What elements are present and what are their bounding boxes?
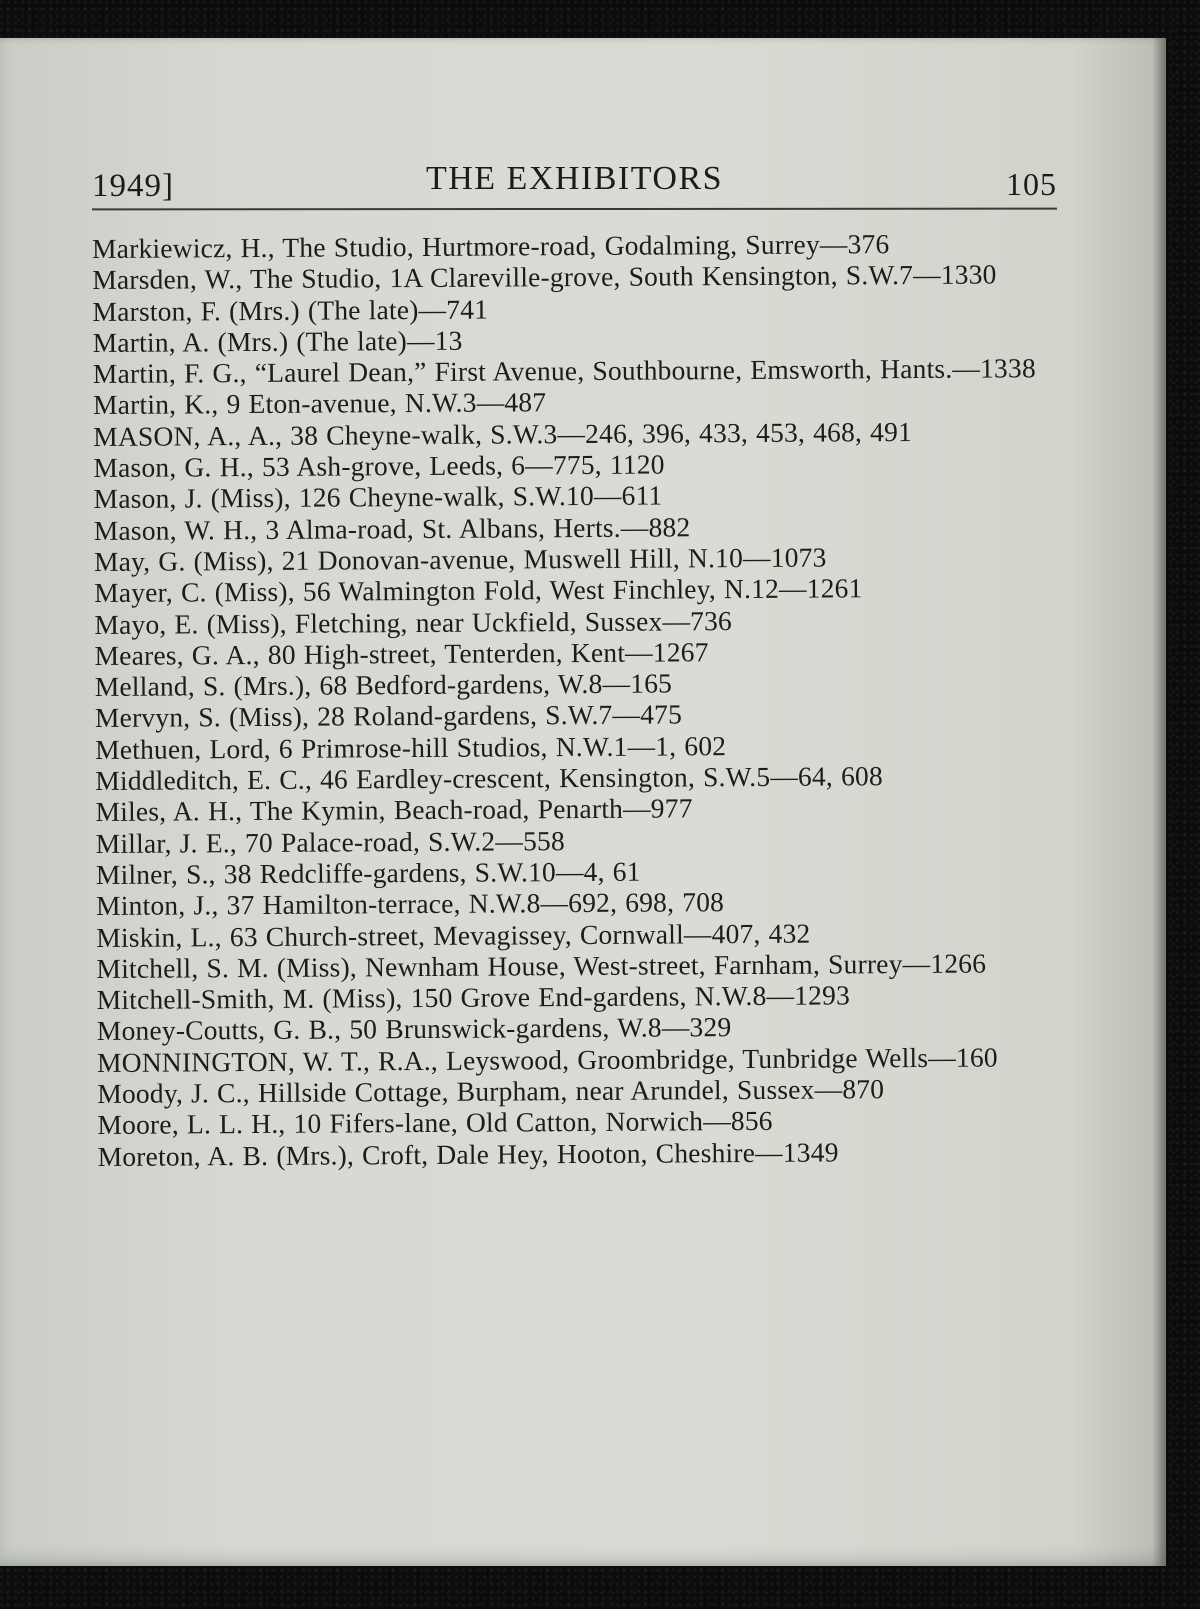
- exhibitor-entry: Melland, S. (Mrs.), 68 Bedford-gardens, W.8—165: [94, 667, 673, 703]
- exhibitor-entry: Mayer, C. (Miss), 56 Walmington Fold, West Finchley, N.12—1261: [94, 572, 863, 609]
- page-title: THE EXHIBITORS: [425, 160, 724, 197]
- exhibitor-entry: Mason, W. H., 3 Alma-road, St. Albans, Herts.—882: [93, 511, 691, 546]
- exhibitor-entry: Martin, F. G., “Laurel Dean,” First Avenue, Southbourne, Emsworth, Hants.—1338: [92, 352, 1036, 390]
- exhibitor-entry: Marston, F. (Mrs.) (The late)—741: [92, 293, 489, 327]
- exhibitor-entry: Money-Coutts, G. B., 50 Brunswick-gardens, W.8—329: [96, 1011, 732, 1047]
- running-head: [92, 158, 1057, 204]
- exhibitor-entry: MASON, A., A., 38 Cheyne-walk, S.W.3—246, 396, 433, 453, 468, 491: [93, 415, 913, 452]
- exhibitor-entry: Millar, J. E., 70 Palace-road, S.W.2—558: [95, 824, 565, 859]
- exhibitor-entry: Minton, J., 37 Hamilton-terrace, N.W.8—692, 698, 708: [96, 886, 725, 922]
- header-rule: [92, 208, 1057, 211]
- exhibitor-entry: Markiewicz, H., The Studio, Hurtmore-road, Godalming, Surrey—376: [92, 228, 890, 264]
- exhibitor-entry: Moreton, A. B. (Mrs.), Croft, Dale Hey, Hooton, Cheshire—1349: [97, 1136, 839, 1172]
- exhibitor-entry: Miles, A. H., The Kymin, Beach-road, Penarth—977: [95, 792, 693, 828]
- exhibitor-entry: Meares, G. A., 80 High-street, Tenterden, Kent—1267: [94, 636, 709, 671]
- exhibitor-entry: Mitchell, S. M. (Miss), Newnham House, West-street, Farnham, Surrey—1266: [96, 947, 987, 984]
- exhibitor-entry: Mayo, E. (Miss), Fletching, near Uckfield, Sussex—736: [94, 604, 733, 640]
- exhibitor-entry: Mervyn, S. (Miss), 28 Roland-gardens, S.W.7—475: [94, 698, 683, 734]
- page-number: 105: [1006, 166, 1057, 202]
- exhibitor-entry: Moore, L. L. H., 10 Fifers-lane, Old Catton, Norwich—856: [97, 1105, 773, 1141]
- exhibitor-entry: Martin, A. (Mrs.) (The late)—13: [92, 324, 463, 358]
- exhibitor-entry: May, G. (Miss), 21 Donovan-avenue, Muswell Hill, N.10—1073: [93, 541, 827, 577]
- exhibitor-entry: Moody, J. C., Hillside Cottage, Burpham, near Arundel, Sussex—870: [97, 1073, 885, 1109]
- exhibitor-entry: Middleditch, E. C., 46 Eardley-crescent, Kensington, S.W.5—64, 608: [95, 760, 883, 797]
- exhibitor-list: [92, 227, 1066, 1172]
- exhibitor-entry: Mason, G. H., 53 Ash-grove, Leeds, 6—775, 1120: [93, 448, 665, 484]
- exhibitor-entry: Marsden, W., The Studio, 1A Clareville-grove, South Kensington, S.W.7—1330: [92, 258, 997, 296]
- exhibitor-entry: Methuen, Lord, 6 Primrose-hill Studios, N.W.1—1, 602: [95, 729, 727, 765]
- exhibitor-entry: MONNINGTON, W. T., R.A., Leyswood, Groombridge, Tunbridge Wells—160: [96, 1041, 998, 1078]
- exhibitor-entry: Mitchell-Smith, M. (Miss), 150 Grove End-gardens, N.W.8—1293: [96, 979, 851, 1016]
- exhibitor-entry: Martin, K., 9 Eton-avenue, N.W.3—487: [92, 386, 547, 421]
- exhibitor-entry: Milner, S., 38 Redcliffe-gardens, S.W.10—4, 61: [95, 855, 641, 890]
- book-page: [0, 38, 1166, 1566]
- exhibitor-entry: Mason, J. (Miss), 126 Cheyne-walk, S.W.10—611: [93, 479, 663, 515]
- exhibitor-entry: Miskin, L., 63 Church-street, Mevagissey, Cornwall—407, 432: [96, 917, 811, 953]
- running-head-year: 1949]: [92, 168, 174, 204]
